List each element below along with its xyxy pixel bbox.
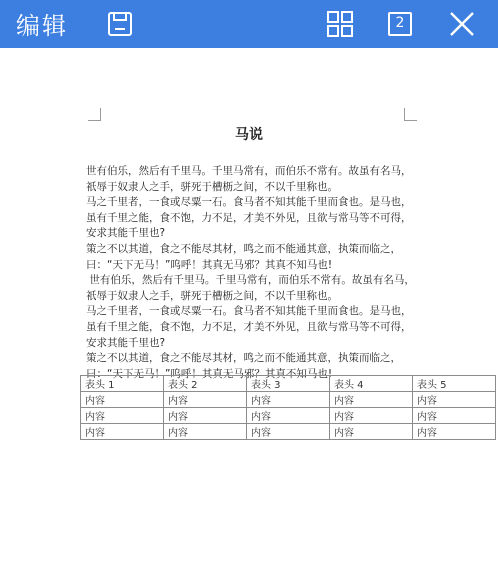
paragraph: 马之千里者，一食或尽粟一石。食马者不知其能千里而食也。是马也，虽有千里之能，食不饱，力不足，才美不外见，且欲与常马等不可得，安求其能千里也?	[86, 196, 412, 240]
table-cell: 内容	[164, 392, 247, 408]
paragraph: 策之不以其道，食之不能尽其材，鸣之而不能通其意，执策而临之，曰：“天下无马！”呜呼！其真无马邪？其真不知马也!	[86, 242, 401, 271]
document-page[interactable]	[0, 48, 498, 586]
document-table	[80, 375, 496, 440]
table-header-cell: 表头 4	[330, 376, 413, 392]
document-body	[86, 164, 416, 382]
page-count: 2	[395, 15, 405, 31]
margin-corner-mark	[88, 108, 101, 121]
table-cell: 内容	[164, 408, 247, 424]
paragraph: 世有伯乐，然后有千里马。千里马常有，而伯乐不常有。故虽有名马，祇辱于奴隶人之手，骈死于槽枥之间，不以千里称也。	[86, 274, 415, 302]
table-header-cell: 表头 3	[247, 376, 330, 392]
save-icon	[107, 11, 133, 37]
table-row	[81, 392, 496, 408]
table-cell: 内容	[81, 424, 164, 440]
table-cell: 内容	[164, 424, 247, 440]
table-header-cell: 表头 5	[413, 376, 496, 392]
table-cell: 内容	[413, 408, 496, 424]
table-cell: 内容	[247, 392, 330, 408]
paragraph: 马之千里者，一食或尽粟一石。食马者不知其能千里而食也。是马也，虽有千里之能，食不饱，力不足，才美不外见，且欲与常马等不可得，安求其能千里也?	[86, 305, 412, 349]
document-title: 马说	[235, 127, 263, 143]
table-header-cell: 表头 2	[164, 376, 247, 392]
table-cell: 内容	[247, 408, 330, 424]
table-header-row	[81, 376, 496, 392]
edit-button[interactable]: 编辑	[16, 12, 68, 40]
table-row	[81, 408, 496, 424]
table-cell: 内容	[413, 392, 496, 408]
table-cell: 内容	[81, 408, 164, 424]
page-count-icon	[387, 11, 413, 37]
grid-icon	[326, 10, 354, 38]
margin-corner-mark	[404, 108, 417, 121]
grid-view-button[interactable]	[316, 0, 364, 48]
close-button[interactable]	[438, 0, 486, 48]
save-button[interactable]	[96, 0, 144, 48]
paragraph: 世有伯乐，然后有千里马。千里马常有，而伯乐不常有。故虽有名马，祇辱于奴隶人之手，骈死于槽枥之间，不以千里称也。	[86, 165, 412, 193]
table-header-cell: 表头 1	[81, 376, 164, 392]
table-cell: 内容	[247, 424, 330, 440]
top-toolbar	[0, 0, 498, 48]
page-count-button[interactable]	[376, 0, 424, 48]
close-icon	[448, 10, 476, 38]
table-cell: 内容	[330, 408, 413, 424]
paragraph: 策之不以其道，食之不能尽其材，鸣之而不能通其意，执策而临之，曰：“天下无马！”呜呼！其真无马邪？其真不知马也!	[86, 352, 401, 380]
table-cell: 内容	[413, 424, 496, 440]
table-row	[81, 424, 496, 440]
table-cell: 内容	[330, 424, 413, 440]
table-cell: 内容	[81, 392, 164, 408]
table-cell: 内容	[330, 392, 413, 408]
